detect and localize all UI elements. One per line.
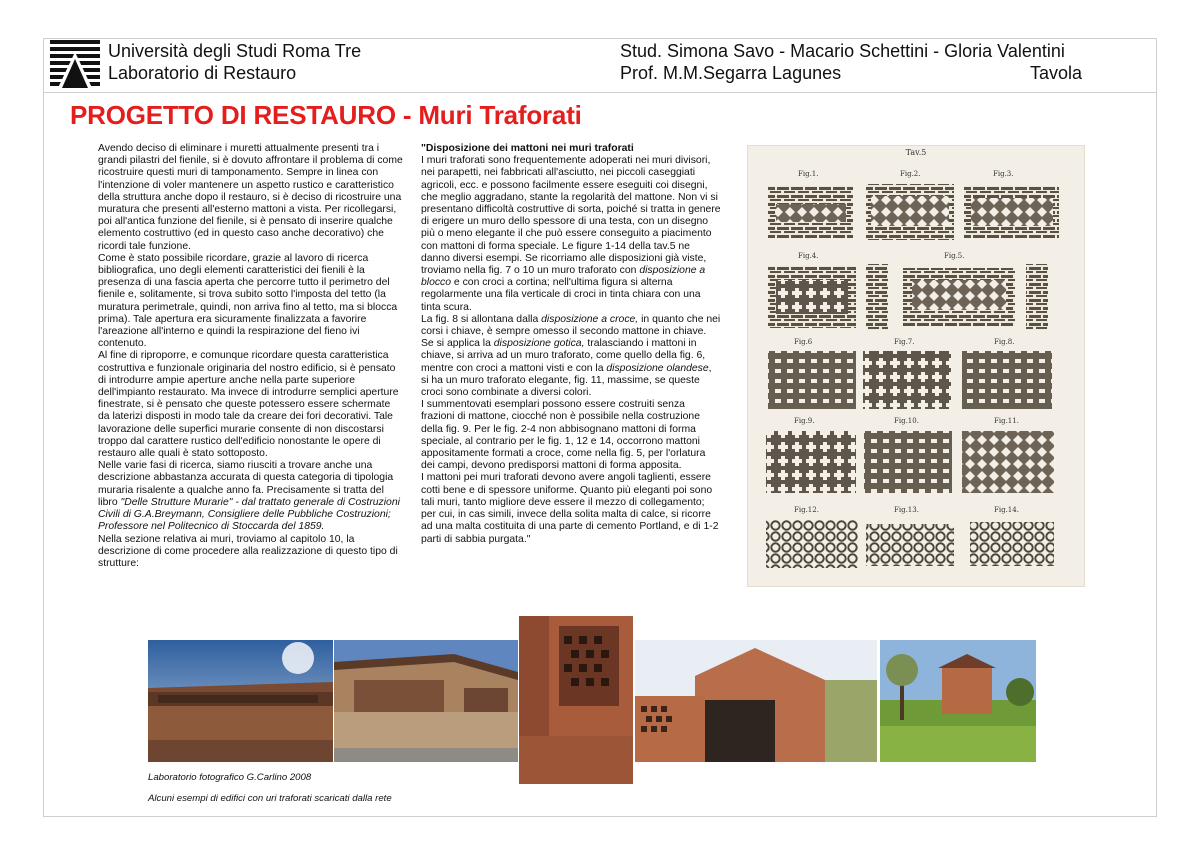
book-citation: "Delle Strutture Murarie" - dal trattato generale di Costruzioni Civili di G.A.Breymann, Consigliere delle Pubbliche Costruzioni; Professore nel Politecnico di Stoccarda del 1859. <box>98 496 400 533</box>
fig-pattern <box>871 196 949 226</box>
lab-name: Laboratorio di Restauro <box>108 63 297 83</box>
fig-pattern <box>766 431 856 493</box>
fig-label: Fig.4. <box>798 252 819 260</box>
fig-label: Fig.1. <box>798 170 819 178</box>
section-heading: "Disposizione dei mattoni nei muri traforati <box>421 143 634 154</box>
engraving-plate <box>747 145 1085 587</box>
paragraph: I muri traforati sono frequentemente adoperati nei muri divisori, nei parapetti, nei fabbricati all'asciutto, nei piccoli caseggiati agricoli, ecc. e possono facilmente essere eseguiti coi disegni, che meglio aggradano, stante la regolarità del mattone. Non vi si presentano difficoltà costruttive di sorta, poiché si tratta in genere di erigere un muro dello spessore di una testa, con un disegno più o meno elegante il che può essere conseguito a piacimento con mattoni di forma speciale. Le figure 1-14 della tav.5 ne danno diversi esempi. Se ricorriamo alle disposizioni già viste, troviamo nella fig. 7 o 10 un muro traforato con disposizione a blocco e con croci a cortina; nell'ultima figura si alterna regolarmente una fila verticale di croci in tinta chiara con una tinta scura. <box>421 155 721 313</box>
fig-pattern <box>863 351 951 409</box>
fig-label: Fig.12. <box>794 506 819 514</box>
fig-pattern <box>776 280 848 314</box>
paragraph: Avendo deciso di eliminare i muretti attualmente presenti tra i grandi pilastri del fienile, si è dovuto affrontare il problema di come ricostruire questi muri di tamponamento. Sempre in linea con l'intenzione di voler mantenere un aspetto rustico e caratteristico della struttura anche dopo il restauro, si è deciso di ricostruire una muratura che presenti all'esterno mattoni a vista. Per ricollegarsi, poi all'antica funzione del fienile, si è pensato di inserire qualche elemento costruttivo (ed in questo caso anche decorativo) che ricordi tale funzione. <box>98 143 403 252</box>
university-logo <box>50 40 100 90</box>
fig-label: Fig.7. <box>894 338 915 346</box>
photo-barn-sky <box>148 640 333 762</box>
fig-label: Fig.9. <box>794 417 815 425</box>
text-column-right <box>421 143 721 546</box>
paragraph: I summentovati esemplari possono essere costruiti senza frazioni di mattone, ciocché non è possibile nella costruzione della fig. 9. Per le fig. 2-4 non abbisognano mattoni di forma speciale, al contrario per le fig. 1, 12 e 14, occorrono mattoni appositamente formati a croce, come nella fig. 5, per l'orlatura dei campi, devono predisporsi mattoni di forma apposita. <box>421 399 706 472</box>
fig-label: Fig.8. <box>994 338 1015 346</box>
text-column-left <box>98 143 404 570</box>
fig-pattern <box>912 280 1006 310</box>
fig-label: Fig.14. <box>994 506 1019 514</box>
fig-pattern <box>866 264 888 330</box>
fig-pattern <box>866 524 954 566</box>
paragraph: Nelle varie fasi di ricerca, siamo riusciti a trovare anche una descrizione abbastanza accurata di questa categoria di tipologia muraria risalente a qualche anno fa. Precisamente si tratta del libro "Delle Strutture Murarie" - dal trattato generale di Costruzioni Civili di G.A.Breymann, Consigliere delle Pubbliche Costruzioni; Professore nel Politecnico di Stoccarda del 1859. <box>98 460 400 533</box>
photo-lattice-wall <box>519 616 633 784</box>
fig-label: Fig.2. <box>900 170 921 178</box>
paragraph: I mattoni pei muri traforati devono avere angoli taglienti, essere cotti bene e di spessore uniforme. Quanto più eleganti poi sono tali muri, tanto migliore deve essere il mezzo di collegamento; per cui, in cas simili, invece della solita malta di calce, si ricorre ad una malta costituita di una parte di cemento Portland, e di 1-2 parti di sabbia purgata." <box>421 472 719 545</box>
fig-pattern <box>962 431 1054 493</box>
fig-pattern <box>1026 264 1048 330</box>
paragraph: Nella sezione relativa ai muri, troviamo al capitolo 10, la descrizione di come procedere alla realizzazione di questo tipo di strutture: <box>98 533 398 569</box>
fig-pattern <box>776 204 846 222</box>
authors-block <box>620 40 1082 84</box>
paragraph: Al fine di riproporre, e comunque ricordare questa caratteristica costruttiva e funzionale originaria del nostro edificio, si è pensato di introdurre ampie aperture anche nella parte superiore dell'impianto restaurato. Ma invece di introdurre semplici aperture finestrate, si è pensato che queste potessero essere schermate da laterizi disposti in modo tale da creare dei fori decorativi. Tale lavorazione delle superfici murarie consente di non discostarsi troppo dal carattere rustico dell'edificio nonostante le opere di restauro alle quali è stato sottoposto. <box>98 350 399 460</box>
professor-line: Prof. M.M.Segarra Lagunes <box>620 63 842 83</box>
paragraph: Come è stato possibile ricordare, grazie al lavoro di ricerca bibliografica, uno degli elementi caratteristici dei fienili è la presenza di una fascia aperta che percorre tutto il perimetro del fienile e, solitamente, si trova subito sotto l'imposta del tetto (la muratura perimetrale, quindi, non arriva fino al tetto, ma si blocca prima). Tale apertura era sicuramente finalizzata a favorire l'areazione all'interno e quindi la respirazione del fieno ivi contenuto. <box>98 252 398 350</box>
tavola-label: Tavola <box>1029 63 1082 83</box>
fig-label: Fig.6 <box>794 338 813 346</box>
fig-label: Fig.13. <box>894 506 919 514</box>
fig-pattern <box>971 198 1053 226</box>
paragraph: Se si applica la disposizione gotica, tralasciando i mattoni in chiave, si arriva ad un muro traforato, come quello della fig. 6, mentre con croci a mattoni visti e con la disposizione olandese, si ha un muro traforato elegante, fig. 11, massime, se queste croci sono combinate a diversi colori. <box>421 338 712 399</box>
students-line: Stud. Simona Savo - Macario Schettini - Gloria Valentini <box>620 41 1065 61</box>
fig-pattern <box>962 351 1052 409</box>
plate-title: Tav.5 <box>905 148 927 157</box>
fig-label: Fig.5. <box>944 252 965 260</box>
fig-pattern <box>864 431 952 493</box>
fig-pattern <box>766 520 858 568</box>
fig-label: Fig.10. <box>894 417 919 425</box>
photo-caption: Alcuni esempi di edifici con uri traforati scaricati dalla rete <box>148 793 392 804</box>
institution-block <box>108 40 361 84</box>
fig-label: Fig.11. <box>994 417 1019 425</box>
photo-barn-corner <box>334 640 518 762</box>
photo-landscape-tower <box>880 640 1036 762</box>
fig-pattern <box>970 522 1054 566</box>
page-title: PROGETTO DI RESTAURO - Muri Traforati <box>70 100 582 130</box>
photo-barn-open <box>635 640 877 762</box>
university-name: Università degli Studi Roma Tre <box>108 41 362 61</box>
photo-credit: Laboratorio fotografico G.Carlino 2008 <box>148 772 312 783</box>
paragraph: La fig. 8 si allontana dalla disposizione a croce, in quanto che nei corsi i chiave, è sempre omesso il secondo mattone in chiave. <box>421 313 721 338</box>
fig-pattern <box>768 351 856 409</box>
fig-label: Fig.3. <box>993 170 1014 178</box>
header-divider <box>43 92 1157 93</box>
